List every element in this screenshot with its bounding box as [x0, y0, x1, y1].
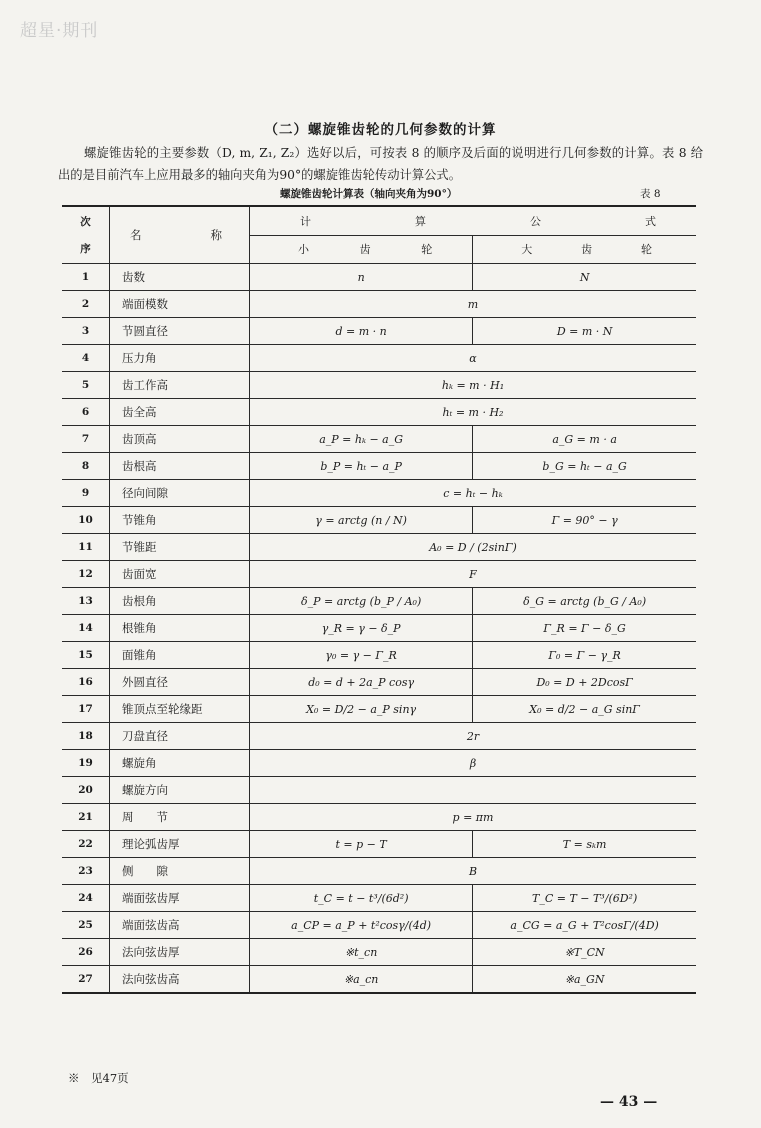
table-row — [62, 480, 696, 507]
row-formula-pinion: a_CP = a_P + t²cosγ/(4d) — [250, 912, 473, 939]
table-row — [62, 399, 696, 426]
footnote: ※ 见47页 — [68, 1071, 129, 1085]
table-row — [62, 534, 696, 561]
row-formula-pinion: n — [250, 264, 473, 291]
header-name-left: 名 — [130, 228, 142, 242]
table-number: 表 8 — [640, 188, 661, 200]
row-name: 根锥角 — [110, 615, 250, 642]
table-row — [62, 723, 696, 750]
row-number: 20 — [62, 777, 110, 804]
row-name: 螺旋方向 — [110, 777, 250, 804]
row-number: 19 — [62, 750, 110, 777]
table-row — [62, 588, 696, 615]
row-name: 齿顶高 — [110, 426, 250, 453]
pinion-char: 齿 — [359, 243, 371, 257]
row-formula-gear: ※T_CN — [473, 939, 696, 966]
table-row — [62, 804, 696, 831]
header-seq-bottom: 序 — [80, 243, 91, 255]
row-number: 9 — [62, 480, 110, 507]
row-name: 齿根高 — [110, 453, 250, 480]
row-name: 径向间隙 — [110, 480, 250, 507]
table-row — [62, 912, 696, 939]
formula-char: 算 — [415, 214, 426, 228]
row-number: 7 — [62, 426, 110, 453]
header-seq — [62, 206, 110, 264]
row-number: 4 — [62, 345, 110, 372]
row-formula-gear: δ_G = arctg (b_G / A₀) — [473, 588, 696, 615]
row-formula-gear: b_G = hₜ − a_G — [473, 453, 696, 480]
row-name: 齿面宽 — [110, 561, 250, 588]
row-number: 6 — [62, 399, 110, 426]
row-formula-common: β — [250, 750, 697, 777]
row-formula-common: 2r — [250, 723, 697, 750]
table-row — [62, 669, 696, 696]
row-formula-common: hₖ = m · H₁ — [250, 372, 697, 399]
row-number: 11 — [62, 534, 110, 561]
row-formula-common: p = πm — [250, 804, 697, 831]
row-formula-gear: D = m · N — [473, 318, 696, 345]
table-row — [62, 426, 696, 453]
row-formula-common: F — [250, 561, 697, 588]
row-formula-gear: ※a_GN — [473, 966, 696, 994]
row-name: 法向弦齿厚 — [110, 939, 250, 966]
row-name: 理论弧齿厚 — [110, 831, 250, 858]
header-gear — [473, 235, 696, 264]
row-name: 节锥角 — [110, 507, 250, 534]
row-name: 齿工作高 — [110, 372, 250, 399]
pinion-char: 轮 — [421, 243, 433, 257]
row-formula-pinion: d = m · n — [250, 318, 473, 345]
gear-char: 齿 — [581, 243, 593, 257]
row-number: 15 — [62, 642, 110, 669]
row-number: 1 — [62, 264, 110, 291]
table-row — [62, 345, 696, 372]
table-row — [62, 453, 696, 480]
row-formula-common — [250, 777, 697, 804]
row-name: 节锥距 — [110, 534, 250, 561]
row-number: 13 — [62, 588, 110, 615]
table-row — [62, 642, 696, 669]
header-name-right: 称 — [210, 228, 222, 242]
table-row — [62, 291, 696, 318]
row-formula-gear: a_G = m · a — [473, 426, 696, 453]
row-name: 周 节 — [110, 804, 250, 831]
table-row — [62, 966, 696, 994]
row-formula-gear: T_C = T − T³/(6D²) — [473, 885, 696, 912]
row-formula-pinion: γ = arctg (n / N) — [250, 507, 473, 534]
table-header-row — [62, 206, 696, 235]
row-number: 17 — [62, 696, 110, 723]
row-name: 侧 隙 — [110, 858, 250, 885]
row-formula-pinion: X₀ = D/2 − a_P sinγ — [250, 696, 473, 723]
table-row — [62, 264, 696, 291]
row-name: 刀盘直径 — [110, 723, 250, 750]
row-formula-gear: T = sₖm — [473, 831, 696, 858]
row-formula-gear: Γ = 90° − γ — [473, 507, 696, 534]
row-formula-pinion: γ₀ = γ − Γ_R — [250, 642, 473, 669]
row-formula-pinion: δ_P = arctg (b_P / A₀) — [250, 588, 473, 615]
table-row — [62, 372, 696, 399]
row-name: 螺旋角 — [110, 750, 250, 777]
row-formula-common: α — [250, 345, 697, 372]
row-formula-common: c = hₜ − hₖ — [250, 480, 697, 507]
row-name: 节圆直径 — [110, 318, 250, 345]
pinion-char: 小 — [298, 243, 309, 257]
table-row — [62, 750, 696, 777]
row-number: 26 — [62, 939, 110, 966]
gear-char: 轮 — [641, 243, 652, 257]
row-number: 16 — [62, 669, 110, 696]
watermark: 超星·期刊 — [20, 21, 99, 41]
table-row — [62, 939, 696, 966]
row-number: 8 — [62, 453, 110, 480]
row-formula-pinion: d₀ = d + 2a_P cosγ — [250, 669, 473, 696]
row-number: 14 — [62, 615, 110, 642]
row-formula-pinion: t = p − T — [250, 831, 473, 858]
gear-char: 大 — [521, 243, 533, 257]
row-number: 24 — [62, 885, 110, 912]
row-name: 外圆直径 — [110, 669, 250, 696]
header-name — [110, 206, 250, 264]
formula-char: 计 — [300, 214, 311, 228]
row-formula-pinion: t_C = t − t³/(6d²) — [250, 885, 473, 912]
row-number: 5 — [62, 372, 110, 399]
row-formula-pinion: a_P = hₖ − a_G — [250, 426, 473, 453]
header-pinion — [250, 235, 473, 264]
row-number: 21 — [62, 804, 110, 831]
row-name: 锥顶点至轮缘距 — [110, 696, 250, 723]
row-formula-pinion: γ_R = γ − δ_P — [250, 615, 473, 642]
row-formula-gear: Γ₀ = Γ − γ_R — [473, 642, 696, 669]
row-formula-gear: X₀ = d/2 − a_G sinΓ — [473, 696, 696, 723]
row-number: 23 — [62, 858, 110, 885]
row-number: 10 — [62, 507, 110, 534]
row-formula-common: B — [250, 858, 697, 885]
row-name: 压力角 — [110, 345, 250, 372]
row-number: 22 — [62, 831, 110, 858]
row-formula-gear: N — [473, 264, 696, 291]
formula-char: 公 — [530, 214, 541, 228]
header-formula — [250, 206, 697, 235]
row-formula-pinion: ※a_cn — [250, 966, 473, 994]
row-name: 齿数 — [110, 264, 250, 291]
row-formula-gear: Γ_R = Γ − δ_G — [473, 615, 696, 642]
table-caption: 螺旋锥齿轮计算表（轴向夹角为90°） — [280, 188, 458, 200]
intro-paragraph: 螺旋锥齿轮的主要参数（D, m, Z₁, Z₂）选好以后，可按表 8 的顺序及后面的说明进行几何参数的计算。表 8 给出的是目前汽车上应用最多的轴向夹角为90°的螺旋锥齿轮传动计算公式。 — [58, 146, 703, 182]
table-row — [62, 507, 696, 534]
row-formula-pinion: ※t_cn — [250, 939, 473, 966]
row-name: 端面弦齿厚 — [110, 885, 250, 912]
table-row — [62, 777, 696, 804]
row-formula-common: hₜ = m · H₂ — [250, 399, 697, 426]
row-formula-pinion: b_P = hₜ − a_P — [250, 453, 473, 480]
table-row — [62, 561, 696, 588]
row-number: 18 — [62, 723, 110, 750]
formula-char: 式 — [645, 214, 656, 228]
row-number: 12 — [62, 561, 110, 588]
row-name: 齿全高 — [110, 399, 250, 426]
calculation-table — [62, 205, 696, 994]
row-name: 齿根角 — [110, 588, 250, 615]
row-name: 法向弦齿高 — [110, 966, 250, 994]
row-formula-common: m — [250, 291, 697, 318]
header-seq-top: 次 — [80, 216, 91, 228]
row-number: 27 — [62, 966, 110, 994]
row-name: 端面弦齿高 — [110, 912, 250, 939]
table-row — [62, 858, 696, 885]
table-row — [62, 615, 696, 642]
section-title: （二）螺旋锥齿轮的几何参数的计算 — [264, 122, 497, 138]
row-number: 2 — [62, 291, 110, 318]
row-name: 端面模数 — [110, 291, 250, 318]
row-formula-common: A₀ = D / (2sinΓ) — [250, 534, 697, 561]
row-name: 面锥角 — [110, 642, 250, 669]
table-row — [62, 318, 696, 345]
page-number: — 43 — — [600, 1094, 658, 1110]
table-row — [62, 696, 696, 723]
row-number: 3 — [62, 318, 110, 345]
row-formula-gear: D₀ = D + 2DcosΓ — [473, 669, 696, 696]
table-row — [62, 885, 696, 912]
row-number: 25 — [62, 912, 110, 939]
table-row — [62, 831, 696, 858]
row-formula-gear: a_CG = a_G + T²cosΓ/(4D) — [473, 912, 696, 939]
